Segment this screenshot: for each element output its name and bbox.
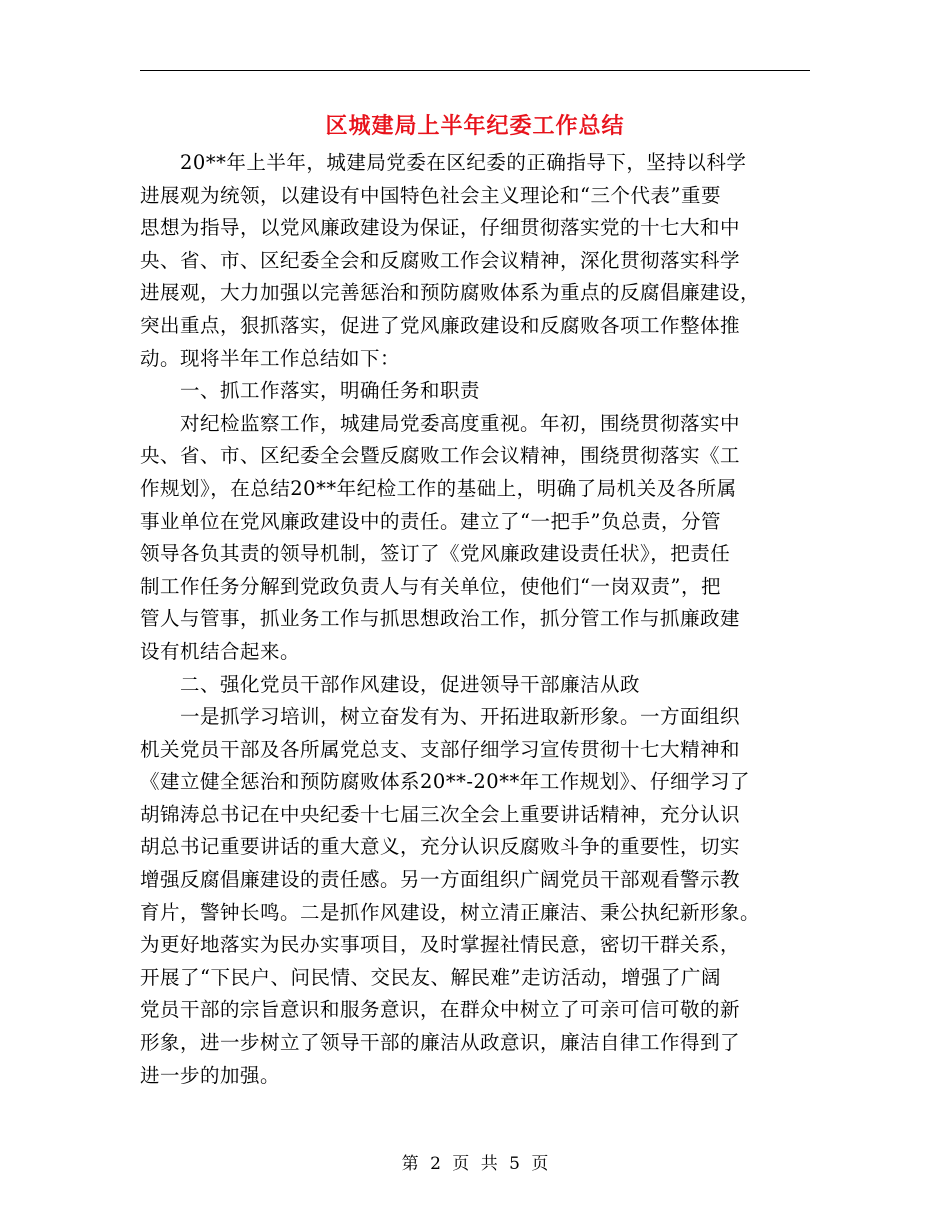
page-label-total-word: 共 xyxy=(480,1154,498,1174)
body-line: 胡锦涛总书记在中央纪委十七届三次全会上重要讲话精神，充分认识 xyxy=(140,802,741,826)
page-label-prefix: 第 xyxy=(401,1154,419,1174)
body-line: 作规划》，在总结20**年纪检工作的基础上，明确了局机关及各所属 xyxy=(140,476,737,500)
body-line: 开展了“下民户、问民情、交民友、解民难”走访活动，增强了广阔 xyxy=(140,965,721,989)
header-rule xyxy=(140,70,810,71)
body-line: 一是抓学习培训，树立奋发有为、开拓进取新形象。一方面组织 xyxy=(140,705,741,729)
document-body xyxy=(140,147,800,1092)
body-line: 突出重点，狠抓落实，促进了党风廉政建设和反腐败各项工作整体推 xyxy=(140,313,741,337)
body-line: 进一步的加强。 xyxy=(140,1063,281,1087)
body-line: 领导各负其责的领导机制，签订了《党风廉政建设责任状》，把责任 xyxy=(140,542,731,566)
body-line: 胡总书记重要讲话的重大意义，充分认识反腐败斗争的重要性，切实 xyxy=(140,835,741,859)
body-line: 事业单位在党风廉政建设中的责任。建立了“一把手”负总责，分管 xyxy=(140,509,721,533)
body-line: 进展观，大力加强以完善惩治和预防腐败体系为重点的反腐倡廉建设， xyxy=(140,281,761,305)
body-line: 进展观为统领，以建设有中国特色社会主义理论和“三个代表”重要 xyxy=(140,183,721,207)
body-line: 设有机结合起来。 xyxy=(140,639,301,663)
body-line: 增强反腐倡廉建设的责任感。另一方面组织广阔党员干部观看警示教 xyxy=(140,868,741,892)
body-line: 制工作任务分解到党政负责人与有关单位，使他们“一岗双责”，把 xyxy=(140,574,721,598)
page-number-footer xyxy=(0,1152,950,1176)
current-page-number: 2 xyxy=(430,1154,441,1174)
body-line: 形象，进一步树立了领导干部的廉洁从政意识，廉洁自律工作得到了 xyxy=(140,1031,741,1055)
body-line: 央、省、市、区纪委全会暨反腐败工作会议精神，围绕贯彻落实《工 xyxy=(140,444,741,468)
page-label-mid: 页 xyxy=(452,1154,470,1174)
page-label-suffix: 页 xyxy=(531,1154,549,1174)
body-line: 机关党员干部及各所属党总支、支部仔细学习宣传贯彻十七大精神和 xyxy=(140,737,741,761)
body-line: 育片，警钟长鸣。二是抓作风建设，树立清正廉洁、秉公执纪新形象。 xyxy=(140,900,761,924)
body-line: 动。现将半年工作总结如下： xyxy=(140,346,401,370)
body-line: 党员干部的宗旨意识和服务意识，在群众中树立了可亲可信可敬的新 xyxy=(140,998,741,1022)
total-pages-number: 5 xyxy=(509,1154,520,1174)
section-heading-1: 一、抓工作落实，明确任务和职责 xyxy=(140,379,481,403)
section-heading-2: 二、强化党员干部作风建设，促进领导干部廉洁从政 xyxy=(140,672,641,696)
body-line: 管人与管事，抓业务工作与抓思想政治工作，抓分管工作与抓廉政建 xyxy=(140,607,741,631)
body-line: 思想为指导，以党风廉政建设为保证，仔细贯彻落实党的十七大和中 xyxy=(140,216,741,240)
body-line: 对纪检监察工作，城建局党委高度重视。年初，围绕贯彻落实中 xyxy=(140,411,741,435)
body-line: 20**年上半年，城建局党委在区纪委的正确指导下，坚持以科学 xyxy=(140,151,747,174)
body-line: 《建立健全惩治和预防腐败体系20**-20**年工作规划》、仔细学习了 xyxy=(140,770,750,794)
body-line: 为更好地落实为民办实事项目，及时掌握社情民意，密切干群关系， xyxy=(140,933,741,957)
body-line: 央、省、市、区纪委全会和反腐败工作会议精神，深化贯彻落实科学 xyxy=(140,248,741,272)
document-title: 区城建局上半年纪委工作总结 xyxy=(325,113,625,139)
